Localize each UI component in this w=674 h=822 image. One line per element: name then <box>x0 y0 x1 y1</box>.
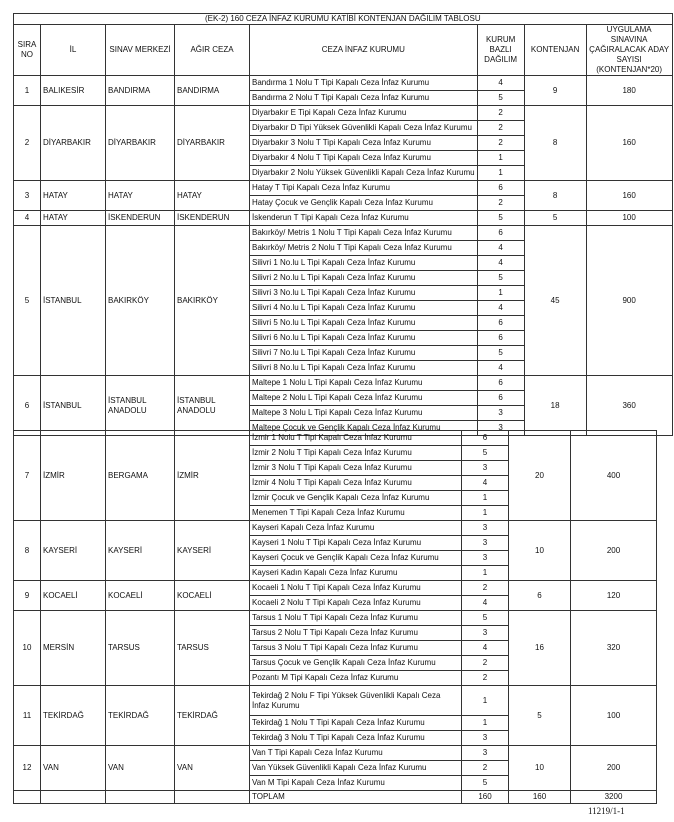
row-ceza-infaz-kurumu: Menemen T Tipi Kapalı Ceza İnfaz Kurumu <box>250 506 462 521</box>
total-aday: 3200 <box>571 791 657 804</box>
row-ceza-infaz-kurumu: Tarsus 3 Nolu T Tipi Kapalı Ceza İnfaz Kurumu <box>250 641 462 656</box>
row-kurum-bazli-dagilim: 5 <box>462 611 509 626</box>
row-sinav-merkezi: BAKIRKÖY <box>106 226 175 376</box>
row-il: KOCAELİ <box>41 581 106 611</box>
row-kurum-bazli-dagilim: 5 <box>462 446 509 461</box>
row-sinav-merkezi: KOCAELİ <box>106 581 175 611</box>
row-agir-ceza: BAKIRKÖY <box>175 226 250 376</box>
row-sinav-merkezi: İSKENDERUN <box>106 211 175 226</box>
row-kontenjan: 45 <box>524 226 586 376</box>
row-sinav-merkezi: TEKİRDAĞ <box>106 686 175 746</box>
header-kontenjan: KONTENJAN <box>524 25 586 76</box>
row-ceza-infaz-kurumu: Silivri 7 No.lu L Tipi Kapalı Ceza İnfaz Kurumu <box>250 346 478 361</box>
row-kurum-bazli-dagilim: 1 <box>462 686 509 716</box>
table-row <box>14 106 673 121</box>
row-kurum-bazli-dagilim: 3 <box>477 406 524 421</box>
row-kurum-bazli-dagilim: 6 <box>477 331 524 346</box>
row-ceza-infaz-kurumu: Hatay Çocuk ve Gençlik Kapalı Ceza İnfaz Kurumu <box>250 196 478 211</box>
total-empty-cell <box>106 791 175 804</box>
table-row <box>14 226 673 241</box>
row-kontenjan: 6 <box>509 581 571 611</box>
header-kurum-bazli-dagilim: KURUM BAZLI DAĞILIM <box>477 25 524 76</box>
header-agir-ceza: AĞIR CEZA <box>175 25 250 76</box>
row-il: MERSİN <box>41 611 106 686</box>
row-ceza-infaz-kurumu: Maltepe 1 Nolu L Tipi Kapalı Ceza İnfaz Kurumu <box>250 376 478 391</box>
row-sinav-merkezi: HATAY <box>106 181 175 211</box>
row-kurum-bazli-dagilim: 5 <box>477 91 524 106</box>
row-agir-ceza: İZMİR <box>175 431 250 521</box>
row-il: TEKİRDAĞ <box>41 686 106 746</box>
row-ceza-infaz-kurumu: Van Yüksek Güvenlikli Kapalı Ceza İnfaz Kurumu <box>250 761 462 776</box>
row-kurum-bazli-dagilim: 4 <box>462 641 509 656</box>
row-kurum-bazli-dagilim: 4 <box>462 476 509 491</box>
total-label: TOPLAM <box>250 791 462 804</box>
table-row <box>14 581 657 596</box>
row-kurum-bazli-dagilim: 4 <box>477 256 524 271</box>
row-kurum-bazli-dagilim: 2 <box>477 136 524 151</box>
row-sira-no: 12 <box>14 746 41 791</box>
row-aday-sayisi: 200 <box>571 746 657 791</box>
row-kontenjan: 9 <box>524 76 586 106</box>
row-kontenjan: 5 <box>524 211 586 226</box>
row-aday-sayisi: 160 <box>586 106 672 181</box>
row-aday-sayisi: 180 <box>586 76 672 106</box>
row-kontenjan: 10 <box>509 746 571 791</box>
total-kontenjan: 160 <box>509 791 571 804</box>
row-ceza-infaz-kurumu: Diyarbakır 3 Nolu T Tipi Kapalı Ceza İnfaz Kurumu <box>250 136 478 151</box>
table-row <box>14 521 657 536</box>
table-row <box>14 431 657 446</box>
row-il: DİYARBAKIR <box>41 106 106 181</box>
row-ceza-infaz-kurumu: Tarsus 2 Nolu T Tipi Kapalı Ceza İnfaz Kurumu <box>250 626 462 641</box>
row-agir-ceza: BANDIRMA <box>175 76 250 106</box>
header-il: İL <box>41 25 106 76</box>
row-kontenjan: 10 <box>509 521 571 581</box>
row-sira-no: 9 <box>14 581 41 611</box>
row-il: HATAY <box>41 211 106 226</box>
row-ceza-infaz-kurumu: Kocaeli 1 Nolu T Tipi Kapalı Ceza İnfaz Kurumu <box>250 581 462 596</box>
row-kurum-bazli-dagilim: 3 <box>462 461 509 476</box>
row-ceza-infaz-kurumu: Pozantı M Tipi Kapalı Ceza İnfaz Kurumu <box>250 671 462 686</box>
row-il: İSTANBUL <box>41 226 106 376</box>
row-sira-no: 1 <box>14 76 41 106</box>
row-sira-no: 4 <box>14 211 41 226</box>
row-kurum-bazli-dagilim: 5 <box>477 346 524 361</box>
row-ceza-infaz-kurumu: Silivri 4 No.lu L Tipi Kapalı Ceza İnfaz Kurumu <box>250 301 478 316</box>
row-agir-ceza: İSTANBUL ANADOLU <box>175 376 250 436</box>
row-aday-sayisi: 400 <box>571 431 657 521</box>
row-ceza-infaz-kurumu: İzmir 1 Nolu T Tipi Kapalı Ceza İnfaz Kurumu <box>250 431 462 446</box>
row-kurum-bazli-dagilim: 2 <box>462 656 509 671</box>
row-sinav-merkezi: İSTANBUL ANADOLU <box>106 376 175 436</box>
row-aday-sayisi: 100 <box>571 686 657 746</box>
row-ceza-infaz-kurumu: İzmir 4 Nolu T Tipi Kapalı Ceza İnfaz Kurumu <box>250 476 462 491</box>
table-row <box>14 376 673 391</box>
row-ceza-infaz-kurumu: Tarsus 1 Nolu T Tipi Kapalı Ceza İnfaz Kurumu <box>250 611 462 626</box>
row-kurum-bazli-dagilim: 2 <box>462 761 509 776</box>
row-kurum-bazli-dagilim: 3 <box>462 746 509 761</box>
row-kurum-bazli-dagilim: 2 <box>477 106 524 121</box>
quota-table-part-1 <box>13 13 673 436</box>
header-sinav-merkezi: SINAV MERKEZİ <box>106 25 175 76</box>
row-kontenjan: 8 <box>524 106 586 181</box>
row-sinav-merkezi: TARSUS <box>106 611 175 686</box>
row-ceza-infaz-kurumu: Kocaeli 2 Nolu T Tipi Kapalı Ceza İnfaz Kurumu <box>250 596 462 611</box>
row-ceza-infaz-kurumu: Silivri 8 No.lu L Tipi Kapalı Ceza İnfaz Kurumu <box>250 361 478 376</box>
row-ceza-infaz-kurumu: Kayseri Kadın Kapalı Ceza İnfaz Kurumu <box>250 566 462 581</box>
row-sira-no: 6 <box>14 376 41 436</box>
row-kurum-bazli-dagilim: 1 <box>477 151 524 166</box>
row-sira-no: 2 <box>14 106 41 181</box>
row-ceza-infaz-kurumu: Tekirdağ 1 Nolu T Tipi Kapalı Ceza İnfaz Kurumu <box>250 716 462 731</box>
document-footer-code: 11219/1-1 <box>588 806 625 816</box>
row-kurum-bazli-dagilim: 6 <box>462 431 509 446</box>
row-kurum-bazli-dagilim: 3 <box>462 731 509 746</box>
row-kontenjan: 20 <box>509 431 571 521</box>
row-aday-sayisi: 100 <box>586 211 672 226</box>
table-row <box>14 181 673 196</box>
row-aday-sayisi: 160 <box>586 181 672 211</box>
row-kurum-bazli-dagilim: 6 <box>477 316 524 331</box>
row-il: KAYSERİ <box>41 521 106 581</box>
row-agir-ceza: KAYSERİ <box>175 521 250 581</box>
row-ceza-infaz-kurumu: Bakırköy/ Metris 2 Nolu T Tipi Kapalı Ceza İnfaz Kurumu <box>250 241 478 256</box>
row-agir-ceza: DİYARBAKIR <box>175 106 250 181</box>
row-kurum-bazli-dagilim: 4 <box>462 596 509 611</box>
row-kontenjan: 8 <box>524 181 586 211</box>
row-ceza-infaz-kurumu: Bandırma 2 Nolu T Tipi Kapalı Ceza İnfaz Kurumu <box>250 91 478 106</box>
row-kontenjan: 18 <box>524 376 586 436</box>
row-il: İSTANBUL <box>41 376 106 436</box>
row-ceza-infaz-kurumu: Hatay T Tipi Kapalı Ceza İnfaz Kurumu <box>250 181 478 196</box>
total-empty-cell <box>41 791 106 804</box>
row-ceza-infaz-kurumu: Kayseri 1 Nolu T Tipi Kapalı Ceza İnfaz Kurumu <box>250 536 462 551</box>
row-il: İZMİR <box>41 431 106 521</box>
table-row <box>14 746 657 761</box>
row-il: HATAY <box>41 181 106 211</box>
total-empty-cell <box>14 791 41 804</box>
header-sira-no: SIRA NO <box>14 25 41 76</box>
row-sinav-merkezi: VAN <box>106 746 175 791</box>
row-agir-ceza: HATAY <box>175 181 250 211</box>
row-kurum-bazli-dagilim: 1 <box>462 716 509 731</box>
row-ceza-infaz-kurumu: Kayseri Çocuk ve Gençlik Kapalı Ceza İnfaz Kurumu <box>250 551 462 566</box>
row-kurum-bazli-dagilim: 3 <box>477 421 524 436</box>
row-kurum-bazli-dagilim: 4 <box>477 361 524 376</box>
row-ceza-infaz-kurumu: İzmir 2 Nolu T Tipi Kapalı Ceza İnfaz Kurumu <box>250 446 462 461</box>
row-kurum-bazli-dagilim: 2 <box>477 196 524 211</box>
row-ceza-infaz-kurumu: Diyarbakır D Tipi Yüksek Güvenlikli Kapalı Ceza İnfaz Kurumu <box>250 121 478 136</box>
row-aday-sayisi: 120 <box>571 581 657 611</box>
row-ceza-infaz-kurumu: Van M Tipi Kapalı Ceza İnfaz Kurumu <box>250 776 462 791</box>
row-kontenjan: 16 <box>509 611 571 686</box>
row-kurum-bazli-dagilim: 1 <box>462 491 509 506</box>
row-sira-no: 10 <box>14 611 41 686</box>
row-ceza-infaz-kurumu: Silivri 1 No.lu L Tipi Kapalı Ceza İnfaz Kurumu <box>250 256 478 271</box>
row-kurum-bazli-dagilim: 1 <box>477 166 524 181</box>
row-kurum-bazli-dagilim: 1 <box>477 286 524 301</box>
header-ceza-infaz-kurumu: CEZA İNFAZ KURUMU <box>250 25 478 76</box>
table-title: (EK-2) 160 CEZA İNFAZ KURUMU KATİBİ KONTENJAN DAĞILIM TABLOSU <box>14 14 673 25</box>
row-kurum-bazli-dagilim: 2 <box>462 671 509 686</box>
row-il: VAN <box>41 746 106 791</box>
row-ceza-infaz-kurumu: İskenderun T Tipi Kapalı Ceza İnfaz Kurumu <box>250 211 478 226</box>
total-empty-cell <box>175 791 250 804</box>
row-agir-ceza: KOCAELİ <box>175 581 250 611</box>
row-kurum-bazli-dagilim: 2 <box>477 121 524 136</box>
table-row <box>14 211 673 226</box>
row-ceza-infaz-kurumu: İzmir Çocuk ve Gençlik Kapalı Ceza İnfaz Kurumu <box>250 491 462 506</box>
row-kurum-bazli-dagilim: 5 <box>477 271 524 286</box>
row-ceza-infaz-kurumu: Kayseri Kapalı Ceza İnfaz Kurumu <box>250 521 462 536</box>
row-kurum-bazli-dagilim: 6 <box>477 226 524 241</box>
table-row <box>14 686 657 716</box>
row-sinav-merkezi: DİYARBAKIR <box>106 106 175 181</box>
row-kurum-bazli-dagilim: 5 <box>477 211 524 226</box>
row-kurum-bazli-dagilim: 6 <box>477 181 524 196</box>
table-row <box>14 76 673 91</box>
row-sinav-merkezi: BERGAMA <box>106 431 175 521</box>
row-kurum-bazli-dagilim: 3 <box>462 626 509 641</box>
row-kontenjan: 5 <box>509 686 571 746</box>
table-row <box>14 611 657 626</box>
row-sira-no: 5 <box>14 226 41 376</box>
total-kurum: 160 <box>462 791 509 804</box>
row-ceza-infaz-kurumu: Diyarbakır 4 Nolu T Tipi Kapalı Ceza İnfaz Kurumu <box>250 151 478 166</box>
row-sira-no: 8 <box>14 521 41 581</box>
row-kurum-bazli-dagilim: 1 <box>462 506 509 521</box>
row-sira-no: 3 <box>14 181 41 211</box>
row-ceza-infaz-kurumu: Van T Tipi Kapalı Ceza İnfaz Kurumu <box>250 746 462 761</box>
row-aday-sayisi: 200 <box>571 521 657 581</box>
row-agir-ceza: TEKİRDAĞ <box>175 686 250 746</box>
row-ceza-infaz-kurumu: Maltepe 3 Nolu L Tipi Kapalı Ceza İnfaz Kurumu <box>250 406 478 421</box>
total-row <box>14 791 657 804</box>
row-agir-ceza: VAN <box>175 746 250 791</box>
row-agir-ceza: İSKENDERUN <box>175 211 250 226</box>
row-ceza-infaz-kurumu: Silivri 3 No.lu L Tipi Kapalı Ceza İnfaz Kurumu <box>250 286 478 301</box>
row-aday-sayisi: 900 <box>586 226 672 376</box>
header-aday-sayisi: UYGULAMA SINAVINA ÇAĞIRALACAK ADAY SAYISI (KONTENJAN*20) <box>586 25 672 76</box>
row-kurum-bazli-dagilim: 3 <box>462 551 509 566</box>
row-kurum-bazli-dagilim: 4 <box>477 301 524 316</box>
row-sira-no: 7 <box>14 431 41 521</box>
row-ceza-infaz-kurumu: Tekirdağ 2 Nolu F Tipi Yüksek Güvenlikli Kapalı Ceza İnfaz Kurumu <box>250 686 462 716</box>
row-kurum-bazli-dagilim: 3 <box>462 521 509 536</box>
row-aday-sayisi: 320 <box>571 611 657 686</box>
row-ceza-infaz-kurumu: Tekirdağ 3 Nolu T Tipi Kapalı Ceza İnfaz Kurumu <box>250 731 462 746</box>
row-kurum-bazli-dagilim: 5 <box>462 776 509 791</box>
row-ceza-infaz-kurumu: Silivri 2 No.lu L Tipi Kapalı Ceza İnfaz Kurumu <box>250 271 478 286</box>
row-sinav-merkezi: BANDIRMA <box>106 76 175 106</box>
quota-table-part-2 <box>13 430 657 804</box>
row-ceza-infaz-kurumu: Diyarbakır 2 Nolu Yüksek Güvenlikli Kapalı Ceza İnfaz Kurumu <box>250 166 478 181</box>
row-kurum-bazli-dagilim: 4 <box>477 76 524 91</box>
row-kurum-bazli-dagilim: 4 <box>477 241 524 256</box>
row-ceza-infaz-kurumu: Maltepe 2 Nolu L Tipi Kapalı Ceza İnfaz Kurumu <box>250 391 478 406</box>
row-sinav-merkezi: KAYSERİ <box>106 521 175 581</box>
row-ceza-infaz-kurumu: Maltepe Çocuk ve Gençlik Kapalı Ceza İnfaz Kurumu <box>250 421 478 436</box>
row-ceza-infaz-kurumu: Silivri 6 No.lu L Tipi Kapalı Ceza İnfaz Kurumu <box>250 331 478 346</box>
row-ceza-infaz-kurumu: Bandırma 1 Nolu T Tipi Kapalı Ceza İnfaz Kurumu <box>250 76 478 91</box>
row-kurum-bazli-dagilim: 3 <box>462 536 509 551</box>
row-ceza-infaz-kurumu: Bakırköy/ Metris 1 Nolu T Tipi Kapalı Ceza İnfaz Kurumu <box>250 226 478 241</box>
row-ceza-infaz-kurumu: Tarsus Çocuk ve Gençlik Kapalı Ceza İnfaz Kurumu <box>250 656 462 671</box>
row-kurum-bazli-dagilim: 6 <box>477 391 524 406</box>
row-ceza-infaz-kurumu: Silivri 5 No.lu L Tipi Kapalı Ceza İnfaz Kurumu <box>250 316 478 331</box>
row-aday-sayisi: 360 <box>586 376 672 436</box>
row-ceza-infaz-kurumu: Diyarbakır E Tipi Kapalı Ceza İnfaz Kurumu <box>250 106 478 121</box>
row-ceza-infaz-kurumu: İzmir 3 Nolu T Tipi Kapalı Ceza İnfaz Kurumu <box>250 461 462 476</box>
row-kurum-bazli-dagilim: 2 <box>462 581 509 596</box>
row-il: BALIKESİR <box>41 76 106 106</box>
row-kurum-bazli-dagilim: 1 <box>462 566 509 581</box>
row-kurum-bazli-dagilim: 6 <box>477 376 524 391</box>
row-agir-ceza: TARSUS <box>175 611 250 686</box>
row-sira-no: 11 <box>14 686 41 746</box>
